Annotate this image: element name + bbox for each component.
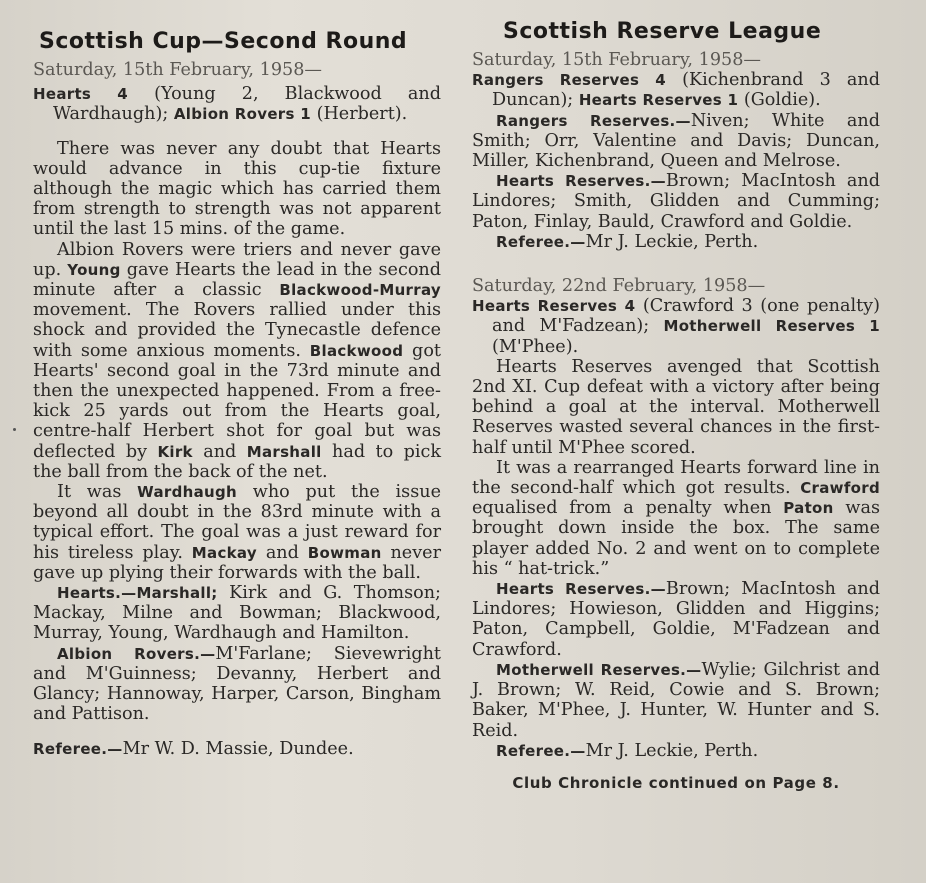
report-text: It was a rearranged Hearts forward line in the second-half which got results. xyxy=(472,457,880,499)
match-date: Saturday, 15th February, 1958— xyxy=(33,60,322,80)
match2-away-scorers: (M'Phee). xyxy=(492,336,579,357)
match2-away-score: Motherwell Reserves 1 xyxy=(663,317,880,336)
lineup xyxy=(472,171,880,232)
match1-referee xyxy=(472,232,880,252)
margin-speck xyxy=(13,428,16,431)
report-paragraph xyxy=(472,357,880,458)
match1-away-scorers: (Goldie). xyxy=(738,90,821,111)
reserve-league-heading: Scottish Reserve League xyxy=(503,19,822,44)
report-text: and xyxy=(192,441,247,462)
referee-label: Referee.— xyxy=(33,739,123,758)
match1-referee-label: Referee.— xyxy=(496,232,586,251)
team-lineups xyxy=(33,583,441,724)
lineup-players: Niven; White and Smith; Orr, Valentine and Davis; Duncan, Miller, Kichenbrand, Queen and Melrose. xyxy=(472,110,880,172)
lineup-team: Hearts Reserves.— xyxy=(496,172,666,191)
scottish-cup-column xyxy=(33,14,441,759)
match1-lineups xyxy=(472,111,880,232)
away-team-score: Albion Rovers 1 xyxy=(173,105,311,124)
referee-line xyxy=(33,739,441,759)
player-name: Mackay xyxy=(191,543,257,562)
player-name: Blackwood-Murray xyxy=(279,281,441,300)
scottish-cup-heading: Scottish Cup—Second Round xyxy=(39,29,408,54)
match2-home-score: Hearts Reserves 4 xyxy=(472,297,636,316)
report-paragraph xyxy=(33,482,441,583)
player-name: Paton xyxy=(783,499,834,518)
match2-date: Saturday, 22nd February, 1958— xyxy=(472,276,766,297)
lineup-team: Motherwell Reserves.— xyxy=(496,660,702,679)
lineup-players: Kirk and G. Thomson; Mackay, Milne and Bowman; Blackwood, Murray, Young, Wardhaugh and Hamilton. xyxy=(33,583,441,644)
report-paragraph xyxy=(33,240,441,482)
reserve-league-column xyxy=(472,14,880,793)
match1-home-score: Rangers Reserves 4 xyxy=(472,71,667,90)
match-result xyxy=(33,84,441,124)
report-paragraph xyxy=(33,139,441,240)
lineup-team: Hearts.—Marshall; xyxy=(57,584,218,603)
player-name: Marshall xyxy=(246,442,322,461)
home-team-score: Hearts 4 xyxy=(33,85,128,104)
match2-report xyxy=(472,357,880,579)
lineup xyxy=(472,579,880,660)
continued-footer: Club Chronicle continued on Page 8. xyxy=(512,773,840,792)
player-name: Kirk xyxy=(157,442,193,461)
report-paragraph xyxy=(472,458,880,579)
lineup-team: Albion Rovers.— xyxy=(57,644,216,663)
player-name: Bowman xyxy=(307,543,382,562)
match2-referee-label: Referee.— xyxy=(496,741,586,760)
match1-referee-name: Mr J. Leckie, Perth. xyxy=(585,231,759,252)
report-text: got Hearts' second goal in the 73rd minute and then the unexpected happened. From a free-kick 25 yards out from the Hearts goal, centre-half Herbert shot for goal but was deflected by xyxy=(33,340,441,462)
report-text: Hearts Reserves avenged that Scottish 2nd XI. Cup defeat with a victory after being behind a goal at the interval. Motherwell Reserves wasted several chances in the first-half until M'Phee scored. xyxy=(472,356,880,458)
lineup-players: M'Farlane; Sievewright and M'Guinness; Devanny, Herbert and Glancy; Hannoway, Harper, Carson, Bingham and Pattison. xyxy=(33,643,441,725)
report-text: who put the issue beyond all doubt in the 83rd minute with a typical effort. The goal was a just reward for his tireless play. xyxy=(33,482,441,563)
referee-name: Mr W. D. Massie, Dundee. xyxy=(122,738,354,759)
lineup xyxy=(33,644,441,725)
lineup xyxy=(472,660,880,741)
report-text: never gave up plying their forwards with the ball. xyxy=(33,542,441,583)
match2-referee xyxy=(472,741,880,761)
match2-lineups xyxy=(472,579,880,741)
match1-date: Saturday, 15th February, 1958— xyxy=(472,50,761,70)
lineup xyxy=(472,111,880,172)
lineup-team: Hearts Reserves.— xyxy=(496,580,666,599)
report-text: Albion Rovers were triers and never gave up. xyxy=(33,239,441,280)
report-text: movement. The Rovers rallied under this shock and provided the Tynecastle defence with some anxious moments. xyxy=(33,300,441,361)
match2-referee-name: Mr J. Leckie, Perth. xyxy=(585,740,759,761)
away-scorers: (Herbert). xyxy=(311,104,408,125)
lineup-players: Brown; MacIntosh and Lindores; Smith, Glidden and Cumming; Paton, Finlay, Bauld, Crawford and Goldie. xyxy=(472,171,880,232)
lineup-players: Brown; MacIntosh and Lindores; Howieson, Glidden and Higgins; Paton, Campbell, Goldie, M'Fadzean and Crawford. xyxy=(472,579,880,660)
report-text: There was never any doubt that Hearts would advance in this cup-tie fixture although the magic which has carried them from strength to strength was not apparent until the last 15 mins. of the game. xyxy=(33,138,441,240)
lineup xyxy=(33,583,441,644)
report-text: gave Hearts the lead in the second minute after a classic xyxy=(33,259,442,301)
match1-away-score: Hearts Reserves 1 xyxy=(578,91,739,110)
match2-result xyxy=(472,296,880,357)
lineup-team: Rangers Reserves.— xyxy=(496,111,691,130)
match1-home-scorers: (Kichenbrand 3 and Duncan); xyxy=(492,70,880,111)
match-report xyxy=(33,139,441,583)
player-name: Blackwood xyxy=(309,341,404,360)
match2-home-scorers: (Crawford 3 (one penalty) and M'Fadzean); xyxy=(492,296,880,337)
player-name: Crawford xyxy=(800,479,880,498)
player-name: Young xyxy=(67,260,121,279)
player-name: Wardhaugh xyxy=(137,483,238,502)
lineup-players: Wylie; Gilchrist and J. Brown; W. Reid, Cowie and S. Brown; Baker, M'Phee, J. Hunter, W. Hunter and S. Reid. xyxy=(472,659,880,741)
report-text: had to pick the ball from the back of the net. xyxy=(33,441,441,482)
home-scorers: (Young 2, Blackwood and Wardhaugh); xyxy=(53,84,441,125)
match1-result xyxy=(472,70,880,110)
report-text: and xyxy=(256,542,308,563)
report-text: It was xyxy=(57,482,138,503)
report-text: was brought down inside the box. The same player added No. 2 and went on to complete his “ hat-trick.” xyxy=(472,498,880,579)
report-text: equalised from a penalty when xyxy=(472,498,784,519)
